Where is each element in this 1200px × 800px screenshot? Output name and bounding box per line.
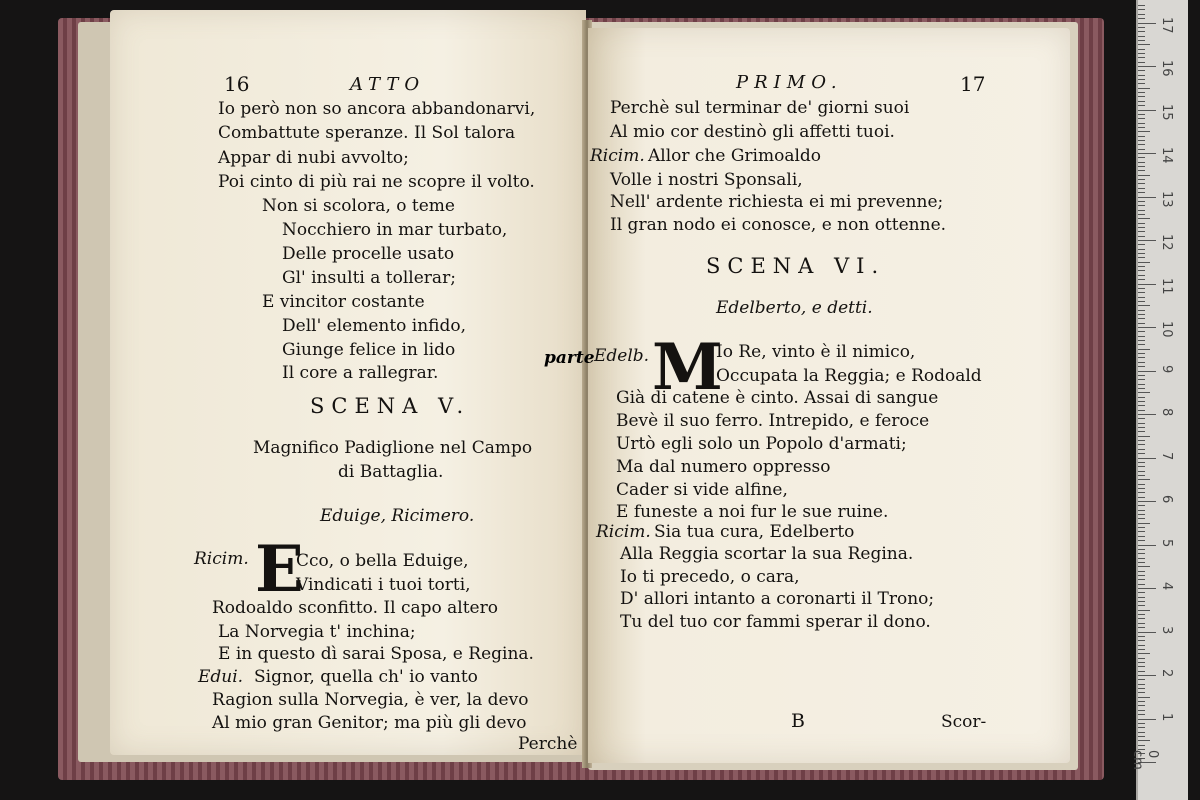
- verse-line: Il core a rallegrar.: [282, 363, 439, 383]
- ruler-tick: [1138, 205, 1145, 206]
- ruler-tick: [1138, 636, 1145, 637]
- ruler-label: 5: [1159, 538, 1174, 547]
- ruler-tick: [1138, 466, 1145, 467]
- ruler-tick: [1138, 627, 1145, 628]
- ruler-tick: [1138, 562, 1145, 563]
- ruler-tick: [1138, 40, 1145, 41]
- verse-line: Volle i nostri Sponsali,: [610, 170, 803, 190]
- ruler-tick: [1138, 640, 1145, 641]
- ruler-label: 11: [1159, 277, 1174, 295]
- ruler-tick: [1138, 571, 1145, 572]
- ruler-tick: [1138, 679, 1145, 680]
- ruler-tick: [1138, 697, 1150, 698]
- ruler-tick: [1138, 62, 1145, 63]
- ruler-tick: [1138, 605, 1145, 606]
- verse-line: Io però non so ancora abbandonarvi,: [218, 99, 536, 119]
- ruler-tick: [1138, 484, 1145, 485]
- ruler-tick: [1138, 701, 1145, 702]
- ruler-tick: [1138, 558, 1145, 559]
- ruler-tick: [1138, 714, 1145, 715]
- verse-line: Io Re, vinto è il nimico,: [716, 342, 916, 362]
- ruler-tick: [1138, 349, 1150, 350]
- ruler-tick: [1138, 57, 1145, 58]
- ruler-tick: [1138, 588, 1156, 589]
- ruler-tick: [1138, 127, 1145, 128]
- verse-line: Tu del tuo cor fammi sperar il dono.: [620, 612, 931, 632]
- verse-line: Vindicati i tuoi torti,: [296, 575, 471, 595]
- signature-mark: B: [791, 710, 805, 732]
- verse-line: D' allori intanto a coronarti il Trono;: [620, 589, 935, 609]
- ruler-tick: [1138, 66, 1156, 67]
- drop-cap: M: [652, 330, 723, 405]
- page-number: 16: [224, 72, 250, 96]
- ruler-tick: [1138, 162, 1145, 163]
- ruler-tick: [1138, 471, 1145, 472]
- ruler-tick: [1138, 527, 1145, 528]
- ruler-tick: [1138, 223, 1145, 224]
- measuring-ruler: [1130, 0, 1188, 800]
- verse-line: Perchè sul terminar de' giorni suoi: [610, 98, 910, 118]
- ruler-tick: [1138, 649, 1145, 650]
- speaker-label: Edelb.: [594, 346, 650, 366]
- ruler-label: 2: [1159, 669, 1174, 678]
- ruler-tick: [1138, 75, 1145, 76]
- ruler-tick: [1138, 540, 1145, 541]
- verse-line: Alla Reggia scortar la sua Regina.: [620, 544, 914, 564]
- ruler-tick: [1138, 388, 1145, 389]
- ruler-label: 12: [1159, 234, 1174, 251]
- ruler-tick: [1138, 92, 1145, 93]
- ruler-tick: [1138, 384, 1145, 385]
- verse-line: Gl' insulti a tollerar;: [282, 268, 456, 288]
- ruler-tick: [1138, 183, 1145, 184]
- ruler-tick: [1138, 362, 1145, 363]
- verse-line: Bevè il suo ferro. Intrepido, e feroce: [616, 411, 930, 431]
- ruler-tick: [1138, 379, 1145, 380]
- ruler-tick: [1138, 88, 1150, 89]
- ruler-tick: [1138, 201, 1145, 202]
- verse-line: Nocchiero in mar turbato,: [282, 220, 508, 240]
- ruler-tick: [1138, 740, 1150, 741]
- verse-line: Nell' ardente richiesta ei mi prevenne;: [610, 192, 944, 212]
- ruler-tick: [1138, 732, 1145, 733]
- ruler-tick: [1138, 371, 1156, 372]
- ruler-tick: [1138, 336, 1145, 337]
- ruler-tick: [1138, 375, 1145, 376]
- ruler-label: 17: [1159, 16, 1174, 34]
- catchword: Scor-: [941, 712, 987, 732]
- ruler-tick: [1138, 397, 1145, 398]
- ruler-tick: [1138, 170, 1145, 171]
- ruler-tick: [1138, 501, 1156, 502]
- ruler-label: 7: [1159, 451, 1174, 460]
- ruler-label: 10: [1159, 321, 1174, 338]
- ruler-tick: [1138, 197, 1156, 198]
- ruler-tick: [1138, 249, 1145, 250]
- ruler-label: 8: [1159, 408, 1174, 417]
- stage-direction: parte: [544, 348, 595, 368]
- ruler-tick: [1138, 653, 1150, 654]
- ruler-tick: [1138, 592, 1145, 593]
- ruler-tick: [1138, 44, 1150, 45]
- ruler-tick: [1138, 357, 1145, 358]
- verse-line: Signor, quella ch' io vanto: [254, 667, 478, 687]
- ruler-tick: [1138, 553, 1145, 554]
- ruler-tick: [1138, 440, 1145, 441]
- ruler-tick: [1138, 27, 1145, 28]
- ruler-tick: [1138, 492, 1145, 493]
- ruler-tick: [1138, 288, 1145, 289]
- ruler-tick: [1138, 692, 1145, 693]
- ruler-tick: [1138, 662, 1145, 663]
- ruler-tick: [1138, 536, 1145, 537]
- ruler-tick: [1138, 497, 1145, 498]
- ruler-tick: [1138, 144, 1145, 145]
- ruler-tick: [1138, 488, 1145, 489]
- ruler-tick: [1138, 427, 1145, 428]
- right-page: [588, 28, 1070, 763]
- ruler-tick: [1138, 14, 1145, 15]
- ruler-tick: [1138, 131, 1150, 132]
- ruler-tick: [1138, 188, 1145, 189]
- ruler-tick: [1138, 253, 1145, 254]
- verse-line: Già di catene è cinto. Assai di sangue: [616, 388, 939, 408]
- left-page: [110, 10, 586, 755]
- running-head: PRIMO.: [736, 72, 843, 93]
- verse-line: Cco, o bella Eduige,: [296, 551, 469, 571]
- verse-line: Giunge felice in lido: [282, 340, 456, 360]
- ruler-tick: [1138, 310, 1145, 311]
- ruler-tick: [1138, 510, 1145, 511]
- verse-line: Il gran nodo ei conosce, e non ottenne.: [610, 215, 947, 235]
- ruler-tick: [1138, 449, 1145, 450]
- ruler-tick: [1138, 745, 1145, 746]
- ruler-tick: [1138, 518, 1145, 519]
- ruler-tick: [1138, 601, 1145, 602]
- ruler-tick: [1138, 671, 1145, 672]
- ruler-tick: [1138, 444, 1145, 445]
- scene-heading: SCENA V.: [310, 394, 471, 418]
- ruler-tick: [1138, 149, 1145, 150]
- ruler-tick: [1138, 70, 1145, 71]
- ruler-tick: [1138, 23, 1156, 24]
- verse-line: La Norvegia t' inchina;: [218, 622, 416, 642]
- ruler-tick: [1138, 479, 1150, 480]
- verse-line: Dell' elemento infido,: [282, 316, 467, 336]
- ruler-tick: [1138, 314, 1145, 315]
- ruler-tick: [1138, 353, 1145, 354]
- ruler-tick: [1138, 227, 1145, 228]
- ruler-tick: [1138, 575, 1145, 576]
- ruler-tick: [1138, 431, 1145, 432]
- ruler-tick: [1138, 392, 1150, 393]
- ruler-tick: [1138, 5, 1145, 6]
- ruler-tick: [1138, 279, 1145, 280]
- ruler-label: 16: [1159, 60, 1174, 77]
- speaker-label: Ricim.: [194, 549, 249, 569]
- ruler-tick: [1138, 610, 1150, 611]
- ruler-tick: [1138, 114, 1145, 115]
- verse-line: Urtò egli solo un Popolo d'armati;: [616, 434, 907, 454]
- ruler-tick: [1138, 523, 1150, 524]
- verse-line: Combattute speranze. Il Sol talora: [218, 123, 516, 143]
- ruler-tick: [1138, 262, 1150, 263]
- ruler-tick: [1138, 414, 1156, 415]
- ruler-tick: [1138, 545, 1156, 546]
- ruler-tick: [1138, 684, 1145, 685]
- ruler-tick: [1138, 579, 1145, 580]
- ruler-tick: [1138, 514, 1145, 515]
- ruler-tick: [1138, 157, 1145, 158]
- ruler-tick: [1138, 675, 1156, 676]
- ruler-tick: [1138, 645, 1145, 646]
- ruler-tick: [1138, 688, 1145, 689]
- ruler-tick: [1138, 218, 1150, 219]
- ruler-tick: [1138, 179, 1145, 180]
- setting-line: di Battaglia.: [338, 462, 444, 482]
- ruler-tick: [1138, 9, 1145, 10]
- ruler-tick: [1138, 327, 1156, 328]
- verse-line: Al mio gran Genitor; ma più gli devo: [212, 713, 527, 733]
- ruler-tick: [1138, 597, 1145, 598]
- verse-line: Ragion sulla Norvegia, è ver, la devo: [212, 690, 529, 710]
- ruler-tick: [1138, 405, 1145, 406]
- ruler-tick: [1138, 418, 1145, 419]
- ruler-tick: [1138, 244, 1145, 245]
- ruler-tick: [1138, 475, 1145, 476]
- ruler-tick: [1138, 423, 1145, 424]
- ruler-tick: [1138, 140, 1145, 141]
- drop-cap: E: [255, 532, 304, 607]
- ruler-tick: [1138, 632, 1156, 633]
- ruler-tick: [1138, 340, 1145, 341]
- ruler-tick: [1138, 153, 1156, 154]
- ruler-label: 6: [1159, 495, 1174, 504]
- ruler-tick: [1138, 566, 1150, 567]
- ruler-tick: [1138, 549, 1145, 550]
- ruler-tick: [1138, 666, 1145, 667]
- verse-line: Allor che Grimoaldo: [648, 146, 822, 166]
- ruler-tick: [1138, 175, 1150, 176]
- ruler-tick: [1138, 105, 1145, 106]
- ruler-tick: [1138, 275, 1145, 276]
- verse-line: Io ti precedo, o cara,: [620, 567, 800, 587]
- verse-line: E vincitor costante: [262, 292, 425, 312]
- ruler-tick: [1138, 453, 1145, 454]
- verse-line: E funeste a noi fur le sue ruine.: [616, 502, 889, 522]
- verse-line: Rodoaldo sconfitto. Il capo altero: [212, 598, 498, 618]
- scene-heading: SCENA VI.: [706, 254, 886, 278]
- ruler-tick: [1138, 270, 1145, 271]
- verse-line: Delle procelle usato: [282, 244, 455, 264]
- ruler-tick: [1138, 292, 1145, 293]
- verse-line: Ma dal numero oppresso: [616, 457, 831, 477]
- ruler-tick: [1138, 727, 1145, 728]
- ruler-label: 13: [1159, 190, 1174, 208]
- ruler-tick: [1138, 531, 1145, 532]
- verse-line: Non si scolora, o teme: [262, 196, 455, 216]
- ruler-tick: [1138, 53, 1145, 54]
- ruler-tick: [1138, 344, 1145, 345]
- running-head: ATTO: [350, 74, 426, 95]
- ruler-tick: [1138, 231, 1145, 232]
- ruler-tick: [1138, 96, 1145, 97]
- verse-line: E in questo dì sarai Sposa, e Regina.: [218, 644, 534, 664]
- ruler-tick: [1138, 192, 1145, 193]
- character-list: Eduige, Ricimero.: [320, 506, 475, 526]
- ruler-tick: [1138, 49, 1145, 50]
- speaker-label: Edui.: [198, 667, 244, 687]
- catchword: Perchè: [518, 734, 578, 754]
- ruler-tick: [1138, 710, 1145, 711]
- ruler-tick: [1138, 214, 1145, 215]
- ruler-tick: [1138, 410, 1145, 411]
- ruler-tick: [1138, 240, 1156, 241]
- ruler-tick: [1138, 284, 1156, 285]
- ruler-unit: 0 cm: [1130, 750, 1160, 770]
- speaker-label: Ricim.: [596, 522, 651, 542]
- ruler-tick: [1138, 166, 1145, 167]
- ruler-tick: [1138, 331, 1145, 332]
- ruler-tick: [1138, 623, 1145, 624]
- ruler-label: 4: [1159, 582, 1174, 591]
- ruler-tick: [1138, 458, 1156, 459]
- ruler-tick: [1138, 658, 1145, 659]
- ruler-tick: [1138, 618, 1145, 619]
- ruler-tick: [1138, 123, 1145, 124]
- verse-line: Appar di nubi avvolto;: [218, 148, 409, 168]
- verse-line: Occupata la Reggia; e Rodoald: [716, 366, 982, 386]
- ruler-tick: [1138, 323, 1145, 324]
- ruler-tick: [1138, 401, 1145, 402]
- verse-line: Cader si vide alfine,: [616, 480, 788, 500]
- setting-line: Magnifico Padiglione nel Campo: [253, 438, 533, 458]
- verse-line: Poi cinto di più rai ne scopre il volto.: [218, 172, 535, 192]
- speaker-label: Ricim.: [590, 146, 645, 166]
- ruler-tick: [1138, 236, 1145, 237]
- ruler-tick: [1138, 110, 1156, 111]
- ruler-tick: [1138, 136, 1145, 137]
- ruler-label: 14: [1159, 147, 1174, 164]
- ruler-tick: [1138, 118, 1145, 119]
- ruler-tick: [1138, 79, 1145, 80]
- ruler-tick: [1138, 297, 1145, 298]
- character-list: Edelberto, e detti.: [716, 298, 873, 318]
- ruler-label: 3: [1159, 625, 1174, 634]
- ruler-tick: [1138, 505, 1145, 506]
- verse-line: Sia tua cura, Edelberto: [654, 522, 855, 542]
- ruler-tick: [1138, 723, 1145, 724]
- ruler-tick: [1138, 436, 1150, 437]
- ruler-tick: [1138, 736, 1145, 737]
- ruler-label: 9: [1159, 364, 1174, 373]
- ruler-tick: [1138, 301, 1145, 302]
- ruler-tick: [1138, 266, 1145, 267]
- ruler-tick: [1138, 719, 1156, 720]
- ruler-tick: [1138, 705, 1145, 706]
- ruler-tick: [1138, 614, 1145, 615]
- verse-line: Al mio cor destinò gli affetti tuoi.: [610, 122, 895, 142]
- page-number: 17: [960, 72, 986, 96]
- ruler-tick: [1138, 462, 1145, 463]
- ruler-tick: [1138, 584, 1145, 585]
- ruler-tick: [1138, 83, 1145, 84]
- ruler-label: 1: [1159, 712, 1174, 721]
- ruler-tick: [1138, 36, 1145, 37]
- ruler-tick: [1138, 366, 1145, 367]
- ruler-tick: [1138, 318, 1145, 319]
- ruler-tick: [1138, 210, 1145, 211]
- ruler-tick: [1138, 101, 1145, 102]
- ruler-label: 15: [1159, 103, 1174, 121]
- ruler-tick: [1138, 18, 1145, 19]
- ruler-tick: [1138, 305, 1150, 306]
- ruler-tick: [1138, 257, 1145, 258]
- ruler-tick: [1138, 31, 1145, 32]
